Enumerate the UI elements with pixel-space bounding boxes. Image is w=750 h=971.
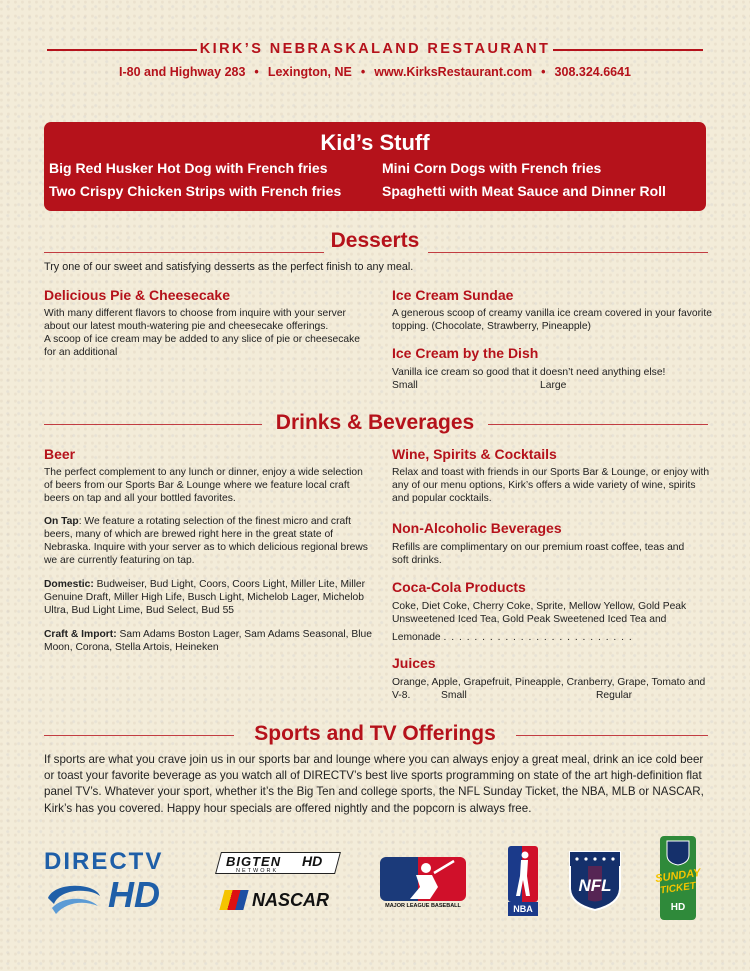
- nfl-logo: [568, 848, 622, 912]
- craft-desc: Craft & Import: Sam Adams Boston Lager, Sam Adams Seasonal, Blue Moon, Corona, Stella Artois, Heineken: [44, 629, 372, 653]
- kids-item: Two Crispy Chicken Strips with French fries: [49, 183, 342, 199]
- directv-hd-text: HD: [108, 874, 160, 915]
- bigten-hd: HD: [302, 853, 323, 869]
- directv-hd-logo: [44, 848, 184, 918]
- juices-regular: Regular: [596, 690, 633, 701]
- city: Lexington, NE: [267, 65, 352, 79]
- kids-title: Kid’s Stuff: [320, 130, 430, 155]
- desserts-intro: Try one of our sweet and satisfying desserts as the perfect finish to any meal.: [44, 261, 414, 273]
- dish-title: Ice Cream by the Dish: [392, 345, 539, 361]
- mlb-logo: [380, 857, 466, 913]
- nonalc-title: Non-Alcoholic Beverages: [392, 520, 562, 536]
- pie-desc: With many different flavors to choose from inquire with your server about our latest mouth-watering pie and cheesecake offerings. A scoop of ice cream may be added to any slice of pie or cheesecake for an additional: [44, 308, 360, 358]
- website-link[interactable]: www.KirksRestaurant.com: [374, 65, 533, 79]
- sunday-ticket-logo: [648, 836, 708, 922]
- contact-line: I-80 and Highway 283 • Lexington, NE • www.KirksRestaurant.com • 308.324.6641: [118, 65, 632, 79]
- coke-desc: Coke, Diet Coke, Cherry Coke, Sprite, Mellow Yellow, Gold Peak Unsweetened Iced Tea, Gold Peak Sweetened Iced Tea and: [392, 601, 687, 625]
- dish-large: Large: [540, 380, 567, 391]
- wine-title: Wine, Spirits & Cocktails: [392, 446, 557, 462]
- dish-small: Small: [392, 380, 418, 391]
- juices-small: Small: [441, 690, 467, 701]
- nfl-wordmark: NFL: [578, 876, 612, 895]
- sundae-title: Ice Cream Sundae: [392, 287, 514, 303]
- ticket-text: TICKET: [659, 880, 697, 897]
- kids-item: Spaghetti with Meat Sauce and Dinner Roll: [382, 183, 666, 199]
- basketball-player-icon: [508, 846, 538, 902]
- bigten-wordmark: BIGTEN: [226, 854, 282, 869]
- juices-title: Juices: [392, 655, 436, 671]
- kids-item: Mini Corn Dogs with French fries: [382, 160, 602, 176]
- nonalc-desc: Refills are complimentary on our premium roast coffee, teas and soft drinks.: [392, 542, 685, 566]
- kids-item: Big Red Husker Hot Dog with French fries: [49, 160, 328, 176]
- nba-logo: [508, 846, 538, 916]
- phone-number[interactable]: 308.324.6641: [554, 65, 632, 79]
- restaurant-name: KIRK’S NEBRASKALAND RESTAURANT: [199, 41, 551, 57]
- sports-title: Sports and TV Offerings: [254, 722, 496, 745]
- nba-wordmark: NBA: [508, 902, 538, 916]
- wine-desc: Relax and toast with friends in our Sports Bar & Lounge, or enjoy with any of our menu options, Kirk’s offers a wide variety of wine, spirits and popular cocktails.: [392, 467, 710, 504]
- juices-desc: Orange, Apple, Grapefruit, Pineapple, Cranberry, Grape, Tomato and V-8.: [392, 677, 706, 701]
- lemonade-line: Lemonade . . . . . . . . . . . . . . . . . . . . . . . . .: [392, 632, 633, 643]
- coke-title: Coca-Cola Products: [392, 579, 526, 595]
- mlb-caption: MAJOR LEAGUE BASEBALL: [385, 903, 461, 909]
- sports-text: If sports are what you crave join us in our sports bar and lounge where you can always enjoy a great meal, drink an ice cold beer or toast your favorite beverage as you watch all of DIRECTV’s best live sports programming on state of the art high-definition flat panel TV’s. Whatever your sport, whether it’s the Big Ten and college sports, the NFL Sunday Ticket, the NBA, MLB or NASCAR, Kirk’s has you covered. Happy hour specials are offered nightly and the popcorn is always free.: [44, 753, 704, 815]
- bigten-logo: [218, 852, 336, 878]
- dish-desc: Vanilla ice cream so good that it doesn’t need anything else!: [392, 367, 666, 378]
- batter-icon: [380, 857, 466, 901]
- address: I-80 and Highway 283: [118, 65, 246, 79]
- nascar-logo: [222, 890, 334, 912]
- beer-desc: The perfect complement to any lunch or dinner, enjoy a wide selection of beers from our Sports Bar & Lounge where we feature local craft beers on tap and all your bottled favorites.: [44, 467, 363, 504]
- cyclone-icon: [44, 878, 104, 918]
- directv-wordmark: DIRECTV: [44, 848, 164, 875]
- on-tap-desc: On Tap: We feature a rotating selection of the finest micro and craft beers, many of which are brewed right here in the great state of Nebraska. Inquire with your server as to which delicious regional brews we are currently featuring on tap.: [44, 516, 368, 566]
- beer-title: Beer: [44, 446, 76, 462]
- sundae-desc: A generous scoop of creamy vanilla ice cream covered in your favorite topping. (Chocolate, Strawberry, Pineapple): [392, 308, 712, 332]
- bigten-network: NETWORK: [236, 868, 279, 874]
- sunday-text: SUNDAY: [654, 866, 702, 886]
- desserts-title: Desserts: [330, 229, 420, 252]
- pie-title: Delicious Pie & Cheesecake: [44, 287, 230, 303]
- nfl-mini-shield-icon: [666, 840, 690, 866]
- nascar-wordmark: NASCAR: [252, 890, 330, 910]
- ticket-hd-text: HD: [670, 902, 686, 913]
- drinks-title: Drinks & Beverages: [275, 411, 475, 434]
- domestic-desc: Domestic: Budweiser, Bud Light, Coors, Coors Light, Miller Lite, Miller Genuine Draft, Miller High Life, Busch Light, Michelob Lager, Michelob Ultra, Bud Light Lime, Bud Select, Bud 55: [44, 579, 366, 616]
- kids-menu-box: [44, 122, 706, 211]
